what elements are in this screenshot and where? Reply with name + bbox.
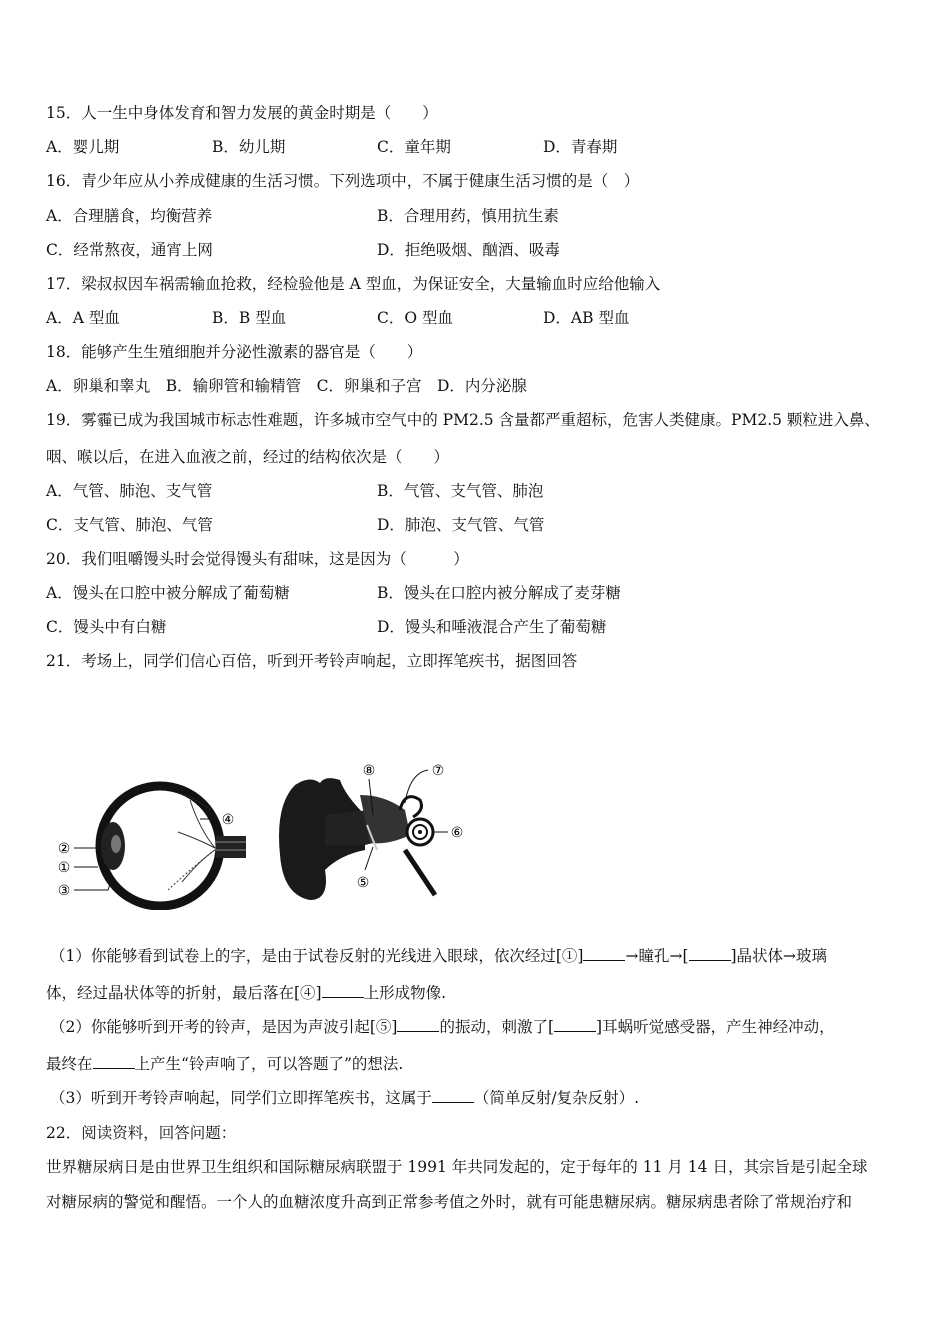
q16-option-b: B．合理用药，慎用抗生素 — [377, 207, 559, 225]
ear-label-6: ⑥ — [450, 825, 464, 841]
eye-label-2: ② — [57, 841, 71, 857]
q20-option-d: D．馒头和唾液混合产生了葡萄糖 — [377, 618, 607, 636]
q21-sub3: （3）听到开考铃声响起，同学们立即挥笔疾书，这属于 （简单反射/复杂反射）. — [50, 1089, 640, 1107]
answer-blank[interactable] — [689, 946, 731, 961]
q21-sub2-line2: 最终在 上产生“铃声响了，可以答题了”的想法. — [46, 1055, 404, 1073]
question-20-stem: 20．我们咀嚼馒头时会觉得馒头有甜味，这是因为（ ） — [46, 550, 469, 568]
q19-option-d: D．肺泡、支气管、气管 — [377, 516, 545, 534]
answer-blank[interactable] — [554, 1017, 596, 1032]
q21-sub2-line1: （2）你能够听到开考的铃声，是因为声波引起[⑤] 的振动，刺激了[ ]耳蜗听觉感受器，产生神经冲动， — [50, 1018, 835, 1036]
question-19-stem-line1: 19．雾霾已成为我国城市标志性难题，许多城市空气中的 PM2.5 含量都严重超标，危害人类健康。PM2.5 颗粒进入鼻、 — [46, 411, 880, 429]
question-19-stem-line2: 咽、喉以后，在进入血液之前，经过的结构依次是（ ） — [46, 448, 450, 466]
q16-option-d: D．拒绝吸烟、酗酒、吸毒 — [377, 241, 560, 259]
answer-blank[interactable] — [322, 983, 364, 998]
eye-label-1: ① — [57, 860, 71, 876]
q21-sub1-line1: （1）你能够看到试卷上的字，是由于试卷反射的光线进入眼球，依次经过[①] →瞳孔→[ ]晶状体→玻璃 — [50, 947, 828, 965]
question-22-stem: 22．阅读资料，回答问题： — [46, 1124, 237, 1142]
q21-sub1-line2: 体，经过晶状体等的折射，最后落在[④] 上形成物像. — [46, 984, 447, 1002]
answer-blank[interactable] — [432, 1088, 474, 1103]
q17-option-c: C．O 型血 — [377, 309, 453, 327]
ear-label-5: ⑤ — [356, 875, 370, 891]
answer-blank[interactable] — [397, 1017, 439, 1032]
q17-option-d: D．AB 型血 — [543, 309, 630, 327]
eye-label-3: ③ — [57, 883, 71, 899]
ear-label-7: ⑦ — [431, 763, 445, 779]
answer-blank[interactable] — [583, 946, 625, 961]
q22-paragraph-line2: 对糖尿病的警觉和醒悟。一个人的血糖浓度升高到正常参考值之外时，就有可能患糖尿病。糖尿病患者除了常规治疗和 — [46, 1193, 853, 1211]
q15-option-a: A．婴儿期 — [46, 138, 120, 156]
q18-options: A．卵巢和睾丸 B．输卵管和输精管 C．卵巢和子宫 D．内分泌腺 — [46, 377, 527, 395]
q19-option-a: A．气管、肺泡、支气管 — [46, 482, 213, 500]
q19-option-c: C．支气管、肺泡、气管 — [46, 516, 213, 534]
question-17-stem: 17．梁叔叔因车祸需输血抢救，经检验他是 A 型血，为保证安全，大量输血时应给他输入 — [46, 275, 661, 293]
q19-option-b: B．气管、支气管、肺泡 — [377, 482, 544, 500]
q22-paragraph-line1: 世界糖尿病日是由世界卫生组织和国际糖尿病联盟于 1991 年共同发起的，定于每年的 11 月 14 日，其宗旨是引起全球 — [46, 1158, 868, 1176]
q15-option-d: D．青春期 — [543, 138, 618, 156]
question-16-stem: 16．青少年应从小养成健康的生活习惯。下列选项中，不属于健康生活习惯的是（ ） — [46, 172, 640, 190]
q17-option-b: B．B 型血 — [212, 309, 287, 327]
answer-blank[interactable] — [93, 1054, 135, 1069]
q17-option-a: A．A 型血 — [46, 309, 120, 327]
ear-label-8: ⑧ — [362, 763, 376, 779]
q16-option-c: C．经常熬夜，通宵上网 — [46, 241, 213, 259]
q20-option-b: B．馒头在口腔内被分解成了麦芽糖 — [377, 584, 621, 602]
question-21-stem: 21．考场上，同学们信心百倍，听到开考铃声响起，立即挥笔疾书，据图回答 — [46, 652, 578, 670]
q15-option-b: B．幼儿期 — [212, 138, 286, 156]
q15-option-c: C．童年期 — [377, 138, 451, 156]
question-15-stem: 15．人一生中身体发育和智力发展的黄金时期是（ ） — [46, 104, 438, 122]
ear-diagram — [265, 755, 475, 905]
eye-diagram — [50, 770, 250, 910]
q20-option-a: A．馒头在口腔中被分解成了葡萄糖 — [46, 584, 290, 602]
question-18-stem: 18．能够产生生殖细胞并分泌性激素的器官是（ ） — [46, 343, 423, 361]
q16-option-a: A．合理膳食，均衡营养 — [46, 207, 213, 225]
q20-option-c: C．馒头中有白糖 — [46, 618, 167, 636]
eye-label-4: ④ — [221, 812, 235, 828]
